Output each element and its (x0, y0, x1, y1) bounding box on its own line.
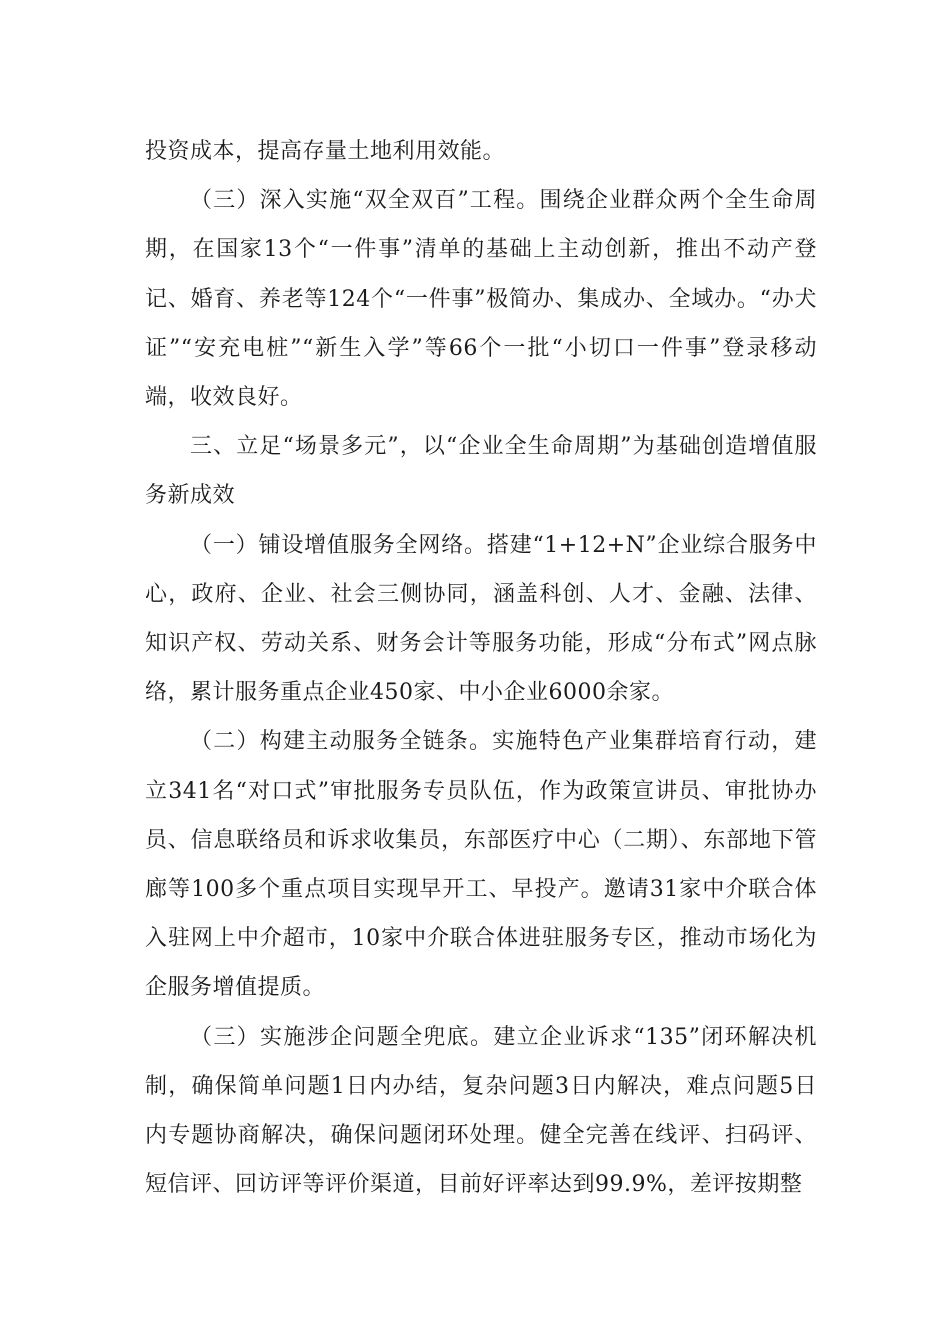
paragraph-section-3: （三）实施涉企问题全兜底。建立企业诉求“135”闭环解决机制，确保简单问题1日内办结，复杂问题3日内解决，难点问题5日内专题协商解决，确保问题闭环处理。健全完善在线评、扫码评、短信评、回访评等评价渠道，目前好评率达到99.9%，差评按期整 (145, 1024, 817, 1198)
paragraph-section-2: （二）构建主动服务全链条。实施特色产业集群培育行动，建立341名“对口式”审批服务专员队伍，作为政策宣讲员、审批协办员、信息联络员和诉求收集员，东部医疗中心（二期）、东部地下管廊等100多个重点项目实现早开工、早投产。邀请31家中介联合体入驻网上中介超市，10家中介联合体进驻服务专区，推动市场化为企服务增值提质。 (145, 729, 817, 1001)
document-body (145, 127, 817, 1209)
section-heading-3: 三、立足“场景多元”，以“企业全生命周期”为基础创造增值服务新成效 (145, 434, 817, 509)
paragraph-section-3-3: （三）深入实施“双全双百”工程。围绕企业群众两个全生命周期，在国家13个“一件事”清单的基础上主动创新，推出不动产登记、婚育、养老等124个“一件事”极简办、集成办、全域办。“办犬证”“安充电桩”“新生入学”等66个一批“小切口一件事”登录移动端，收效良好。 (145, 188, 818, 411)
paragraph-section-1: （一）铺设增值服务全网络。搭建“1+12+N”企业综合服务中心，政府、企业、社会三侧协同，涵盖科创、人才、金融、法律、知识产权、劳动关系、财务会计等服务功能，形成“分布式”网点脉络，累计服务重点企业450家、中小企业6000余家。 (145, 532, 817, 706)
paragraph-continuation: 投资成本，提高存量土地利用效能。 (145, 139, 506, 164)
